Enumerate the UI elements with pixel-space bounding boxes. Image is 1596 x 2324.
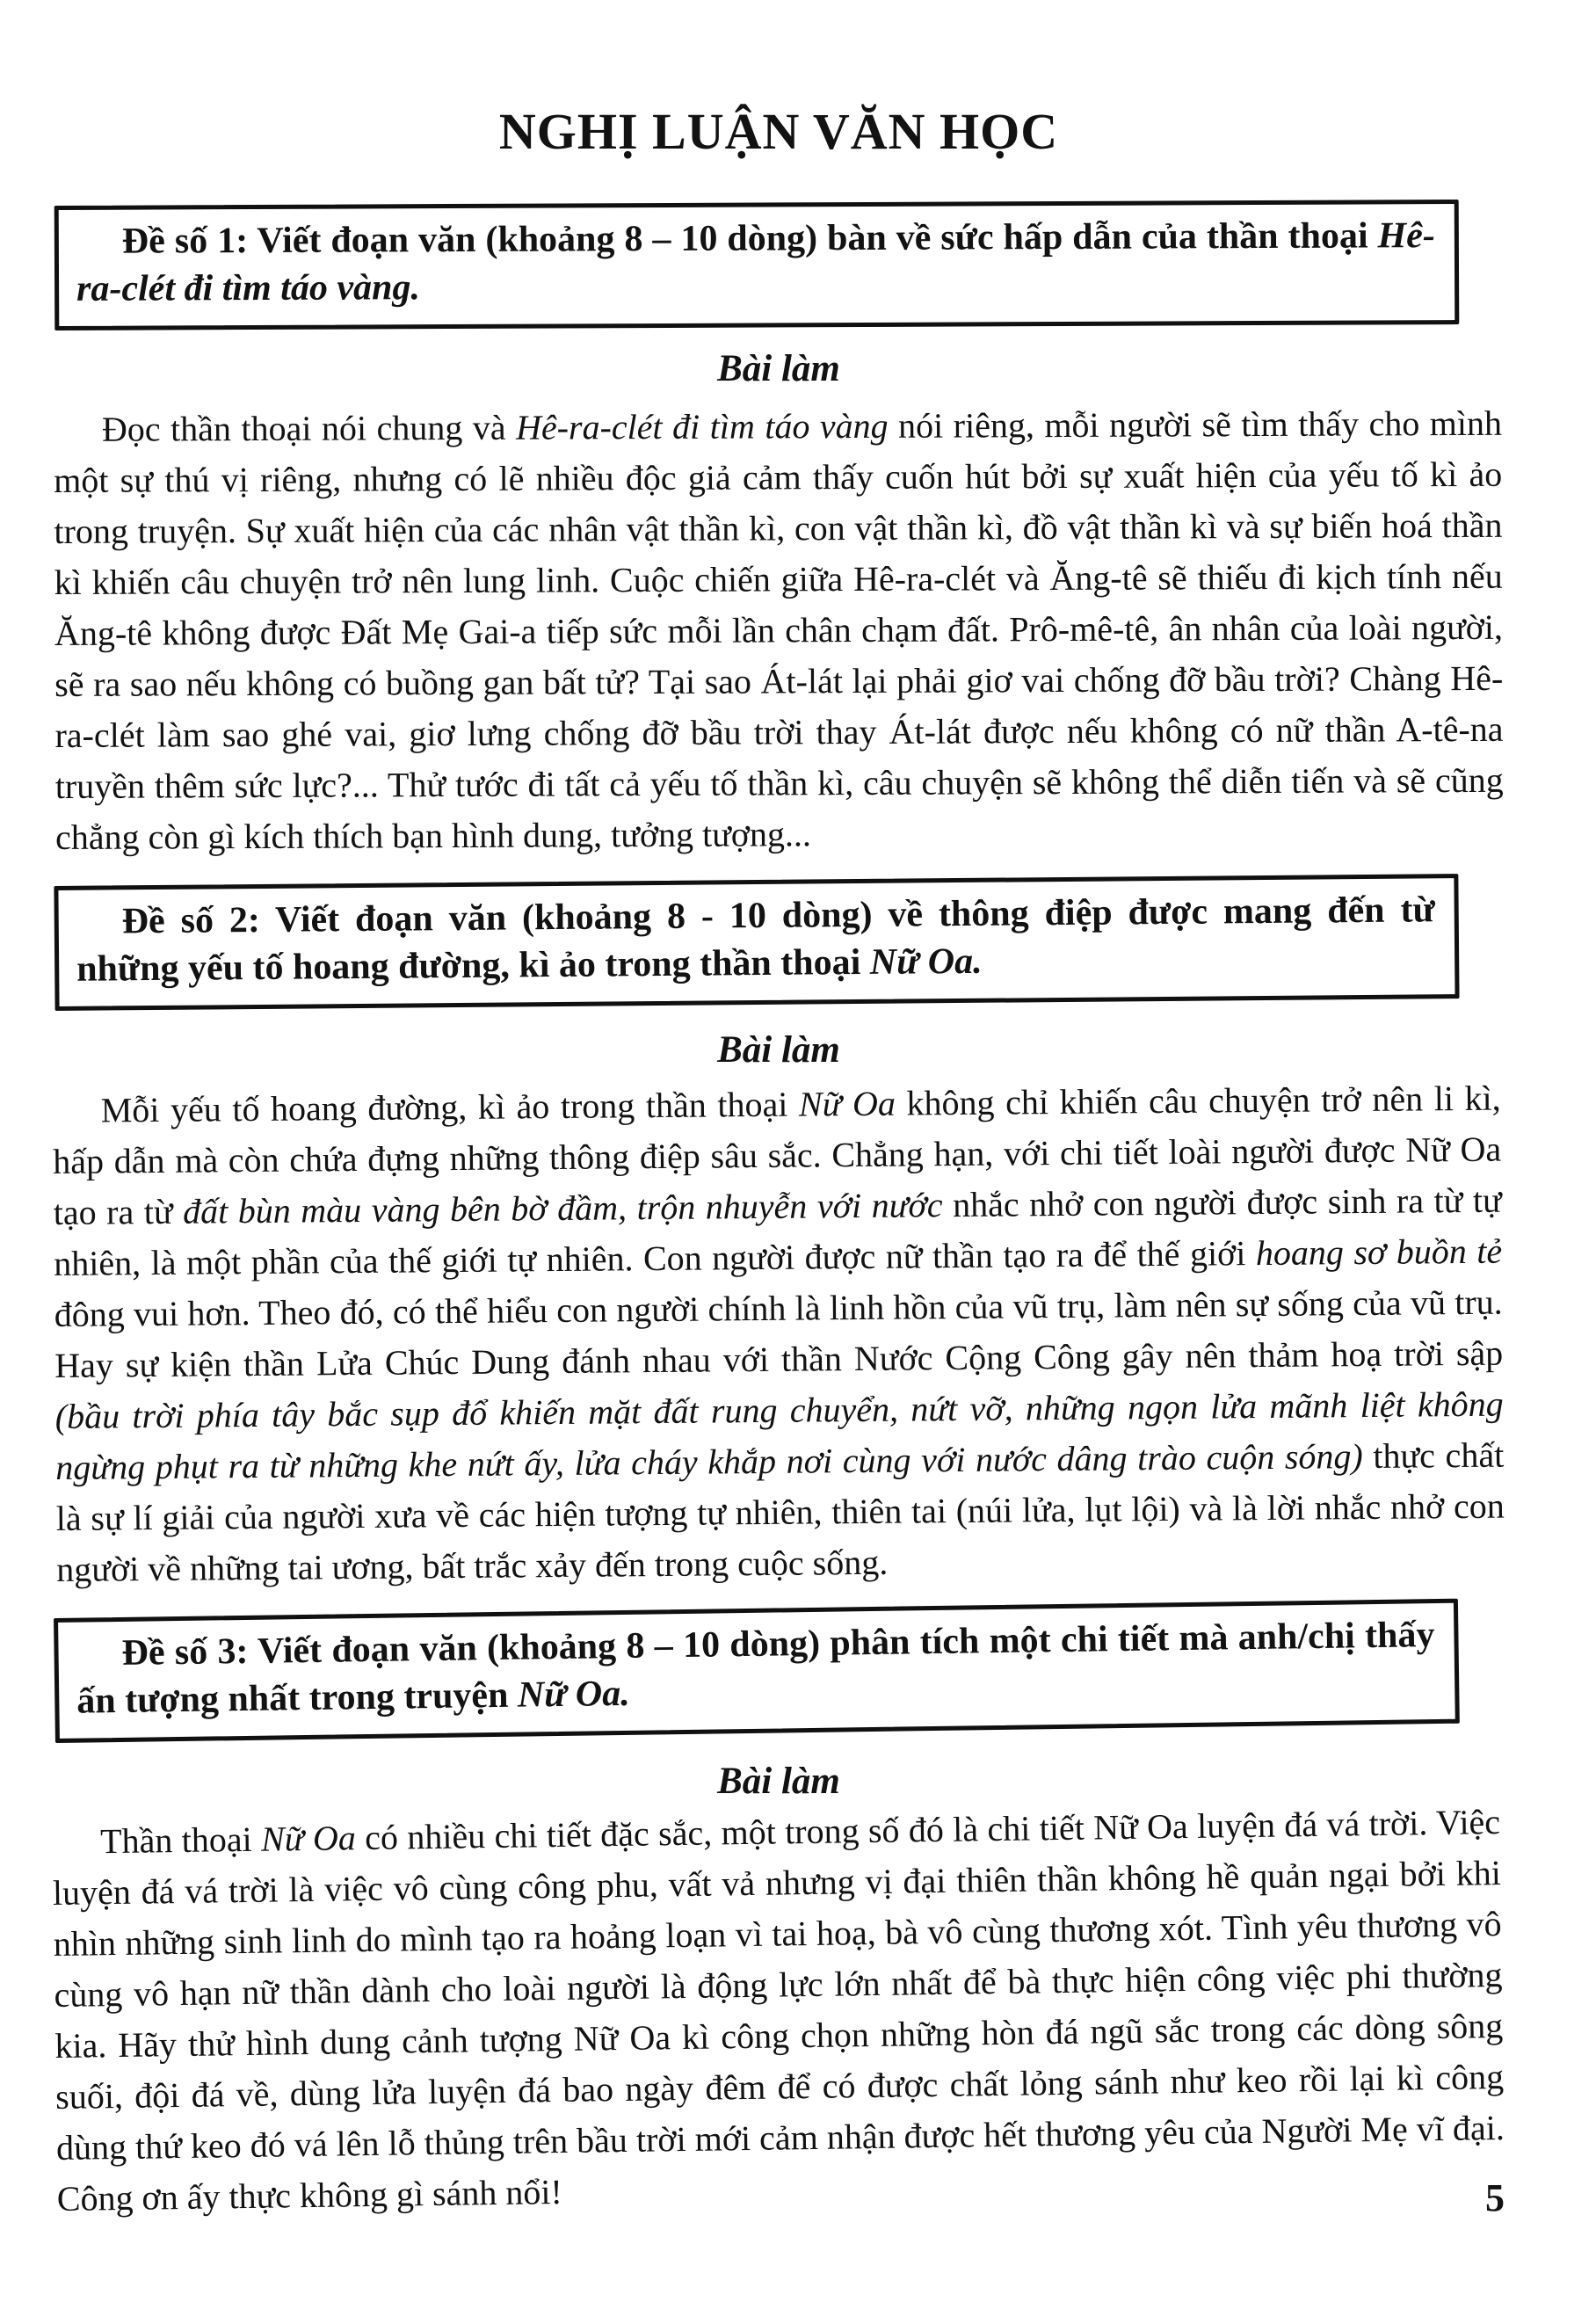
- text-run: đất bùn màu vàng bên bờ đầm, trộn nhuyễn với nước: [182, 1184, 943, 1231]
- text-run: Hê-ra-clét đi tìm táo vàng: [515, 406, 889, 448]
- exercise-1-answer-paragraph: [54, 398, 1504, 863]
- exercise-1-prompt: [76, 213, 1435, 313]
- exercise-3: [52, 1614, 1505, 2226]
- text-run: có nhiều chi tiết đặc sắc, một trong số đó là chi tiết Nữ Oa luyện đá vá trời. Việc luyện đá vá trời là việc vô cùng công phu, vất vả nhưng vị đại thiên thần không hề quản ngại bởi khi nhìn những sinh linh do mình tạo ra hoảng loạn vì tai hoạ, bà vô cùng thương xót. Tình yêu thương vô cùng vô hạn nữ thần dành cho loài người là động lực lớn nhất để bà thực hiện công việc phi thường kia. Hãy thử hình dung cảnh tượng Nữ Oa kì công chọn những hòn đá ngũ sắc trong các dòng sông suối, đội đá về, dùng lửa luyện đá bao ngày đêm để có được chất lỏng sánh như keo rồi lại kì công dùng thứ keo đó vá lên lỗ thủng trên bầu trời mới cảm nhận được hết thương yêu của Người Mẹ vĩ đại. Công ơn ấy thực không gì sánh nổi!: [52, 1802, 1505, 2219]
- exercise-1-answer-label: Bài làm: [717, 348, 840, 390]
- text-run: Nữ Oa.: [869, 940, 983, 983]
- page-title: NGHỊ LUẬN VĂN HỌC: [498, 103, 1059, 160]
- exercise-2-prompt: [76, 888, 1436, 994]
- exercise-2-prompt-box: [54, 874, 1459, 1010]
- text-run: Mỗi yếu tố hoang đường, kì ảo trong thần thoại: [100, 1084, 800, 1130]
- text-run: hoang sơ buồn tẻ: [1255, 1231, 1503, 1273]
- text-run: Đề số 2: Viết đoạn văn (khoảng 8 - 10 dòng) về thông điệp được mang đến từ những yếu tố hoang đường, kì ảo trong thần thoại: [76, 890, 1435, 990]
- exercise-3-answer-paragraph: [52, 1797, 1505, 2225]
- text-run: Hê-ra-clét đi tìm táo vàng.: [76, 214, 1435, 309]
- exercise-1: [54, 206, 1503, 864]
- text-run: Đọc thần thoại nói chung và: [101, 408, 517, 450]
- text-run: nhắc nhở con người được sinh ra từ tự nhiên, là một phần của thế giới tự nhiên. Con người được nữ thần tạo ra để thế giới: [54, 1180, 1502, 1283]
- text-run: đông vui hơn. Theo đó, có thể hiểu con người chính là linh hồn của vũ trụ, làm nên sự sống của vũ trụ. Hay sự kiện thần Lửa Chúc Dung đánh nhau với thần Nước Cộng Công gây nên thảm hoạ trời sập: [54, 1282, 1504, 1385]
- text-run: thực chất là sự lí giải của người xưa về các hiện tượng tự nhiên, thiên tai (núi lửa, lụt lội) và là lời nhắc nhở con người về những tai ương, bất trắc xảy đến trong cuộc sống.: [55, 1434, 1505, 1589]
- text-run: Đề số 1: Viết đoạn văn (khoảng 8 – 10 dòng) bàn về sức hấp dẫn của thần thoại: [121, 215, 1378, 262]
- text-run: Thần thoại: [99, 1819, 262, 1862]
- text-run: (bầu trời phía tây bắc sụp đổ khiến mặt đất rung chuyển, nứt vỡ, những ngọn lửa mãnh liệt không ngừng phụt ra từ những khe nứt ấy, lửa cháy khắp nơi cùng với nước dâng trào cuộn sóng): [54, 1384, 1504, 1487]
- text-run: nói riêng, mỗi người sẽ tìm thấy cho mình một sự thú vị riêng, nhưng có lẽ nhiều độc giả cảm thấy cuốn hút bởi sự xuất hiện của yếu tố kì ảo trong truyện. Sự xuất hiện của các nhân vật thần kì, con vật thần kì, đồ vật thần kì và sự biến hoá thần kì khiến câu chuyện trở nên lung linh. Cuộc chiến giữa Hê-ra-clét và Ăng-tê sẽ thiếu đi kịch tính nếu Ăng-tê không được Đất Mẹ Gai-a tiếp sức mỗi lần chân chạm đất. Prô-mê-tê, ân nhân của loài người, sẽ ra sao nếu không có buồng gan bất tử? Tại sao Át-lát lại phải giơ vai chống đỡ bầu trời? Chàng Hê-ra-clét làm sao ghé vai, giơ lưng chống đỡ bầu trời thay Át-lát được nếu không có nữ thần A-tê-na truyền thêm sức lực?... Thử tước đi tất cả yếu tố thần kì, câu chuyện sẽ không thể diễn tiến và sẽ cũng chẳng còn gì kích thích bạn hình dung, tưởng tượng...: [54, 403, 1504, 858]
- exercise-2: [54, 886, 1503, 1595]
- text-run: Nữ Oa: [798, 1083, 896, 1124]
- exercise-1-prompt-box: [54, 200, 1460, 330]
- exercise-2-answer-label: Bài làm: [717, 1028, 840, 1071]
- page-number: 5: [1485, 2176, 1505, 2219]
- text-run: không chỉ khiến câu chuyện trở nên li kì, hấp dẫn mà còn chứa đựng những thông điệp sâu sắc. Chẳng hạn, với chi tiết loài người được Nữ Oa tạo ra từ: [53, 1078, 1502, 1232]
- exercise-3-prompt: [76, 1612, 1435, 1725]
- exercise-3-prompt-box: [54, 1598, 1460, 1742]
- exercise-3-answer-label: Bài làm: [717, 1761, 840, 1803]
- text-run: Đề số 3: Viết đoạn văn (khoảng 8 – 10 dòng) phân tích một chi tiết mà anh/chị thấy ấn tượng nhất trong truyện: [76, 1614, 1435, 1722]
- text-run: Nữ Oa: [260, 1818, 357, 1859]
- exercise-2-answer-paragraph: [52, 1072, 1505, 1594]
- text-run: Nữ Oa.: [517, 1673, 631, 1716]
